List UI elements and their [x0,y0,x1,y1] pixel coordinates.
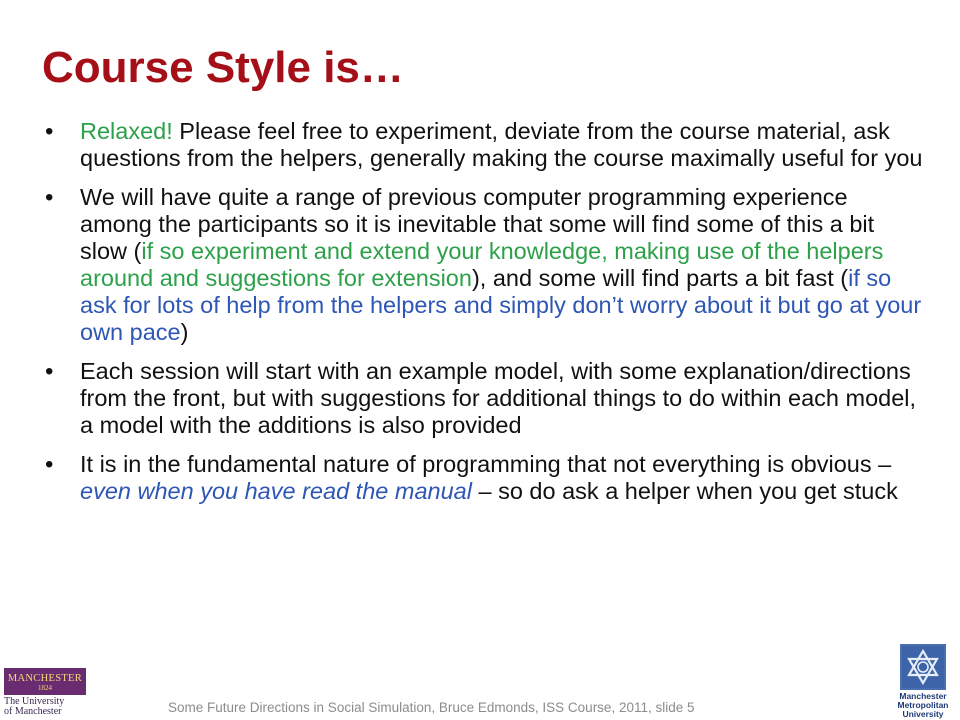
bullet-text: Each session will start with an example model, with some explanation/directions from the front, but with suggestions for additional things to do within each model, a model with the additions is also provided [80,358,917,438]
bullet-item [45,451,925,505]
uom-logo-year: 1824 [38,684,52,692]
uom-logo-banner [4,668,86,695]
mmu-logo-text [890,692,956,719]
mmu-logo-line1: Manchester [899,691,947,701]
bullet-item [45,358,925,439]
uom-logo-line1: The University [4,696,65,707]
bullet-green-text: if so experiment and extend your knowledge, making use of the helpers around and suggestions for extension [80,238,884,291]
bullet-item [45,184,925,346]
bullet-text: It is in the fundamental nature of programming that not everything is obvious – [80,451,892,477]
slide-title: Course Style is… [42,43,404,92]
manchester-metropolitan-university-logo [890,644,956,720]
bullet-text: We will have quite a range of previous computer programming experience among the participants so it is inevitable that some will find some of this a bit slow ( [80,184,875,264]
bullet-item [45,118,925,172]
mmu-emblem-icon [900,644,946,690]
uom-logo-line2: of Manchester [4,706,62,717]
uom-logo-text [4,697,86,717]
bullet-lead-text: Relaxed! [80,118,173,144]
bullet-text: Please feel free to experiment, deviate from the course material, ask questions from the helpers, generally making the course maximally useful for you [80,118,923,171]
university-of-manchester-logo [4,668,86,720]
slide-footer: Some Future Directions in Social Simulation, Bruce Edmonds, ISS Course, 2011, slide 5 [168,700,695,715]
mmu-logo-line3: University [902,709,944,719]
bullet-blue-italic-text: even when you have read the manual [80,478,472,504]
bullet-text: – so do ask a helper when you get stuck [471,478,898,504]
bullet-text: ) [180,319,189,345]
bullet-list [45,118,925,517]
uom-logo-name: MANCHESTER [7,673,83,684]
bullet-text: ), and some will find parts a bit fast ( [471,265,849,291]
mmu-logo-line2: Metropolitan [897,700,949,710]
bullet-blue-text: if so ask for lots of help from the helpers and simply don’t worry about it but go at your own pace [80,265,922,345]
